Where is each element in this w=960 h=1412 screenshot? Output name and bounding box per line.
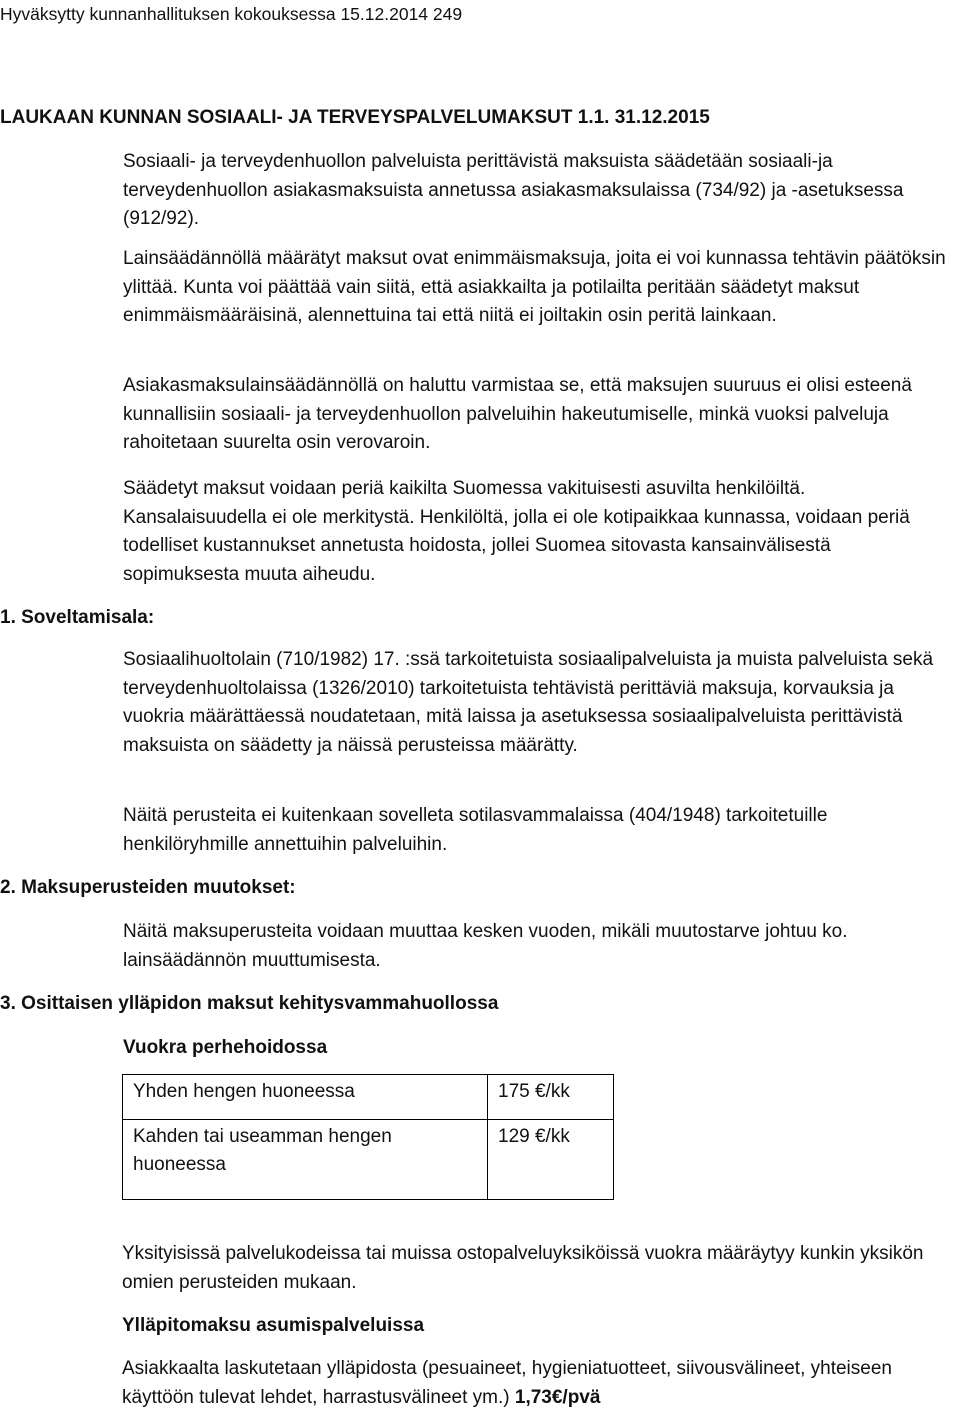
paragraph: Sosiaalihuoltolain (710/1982) 17. :ssä tarkoitetuista sosiaalipalveluista ja muista palveluista sekä terveydenhuoltolaissa (1326/2010) tarkoitetuista tehtävistä perittäviä maksuja, korvauksia ja vuokria määrättäessä noudatetaan, mitä laissa ja asetuksessa sosiaalipalveluista perittävistä maksuista on säädetty ja näissä perusteissa määrätty. — [123, 649, 934, 756]
paragraph: Näitä maksuperusteita voidaan muuttaa kesken vuoden, mikäli muutostarve johtuu ko. lainsäädännön muuttumisesta. — [123, 921, 848, 971]
approval-note: Hyväksytty kunnanhallituksen kokouksessa 15.12.2014 249 — [0, 4, 463, 24]
paragraph: Lainsäädännöllä määrätyt maksut ovat enimmäismaksuja, joita ei voi kunnassa tehtävin päätöksin ylittää. Kunta voi päättää vain siitä, että asiakkailta ja potilailta peritään säädetyt maksut enimmäismääräisinä, alennettuina tai että niitä ei joiltakin osin peritä lainkaan. — [123, 248, 946, 327]
paragraph: Sosiaali- ja terveydenhuollon palveluista perittävistä maksuista säädetään sosiaali-ja terveydenhuollon asiakasmaksuista annetussa asiakasmaksulaissa (734/92) ja -asetuksessa (912/92). — [123, 151, 904, 230]
paragraph: Säädetyt maksut voidaan periä kaikilta Suomessa vakituisesti asuvilta henkilöiltä. Kansalaisuudella ei ole merkitystä. Henkilöltä, jolla ei ole kotipaikkaa kunnassa, voidaan periä todelliset kustannukset annetusta hoidosta, jollei Suomea sitovasta kansainvälisestä sopimuksesta muuta aiheudu. — [123, 478, 910, 585]
rent-table — [122, 1074, 614, 1200]
price-cell: 129 €/kk — [488, 1120, 614, 1200]
maintenance-heading: Ylläpitomaksu asumispalveluissa — [122, 1315, 425, 1336]
paragraph: Näitä perusteita ei kuitenkaan sovelleta sotilasvammalaissa (404/1948) tarkoitetuille henkilöryhmille annettuihin palveluihin. — [123, 805, 828, 855]
rent-note: Yksityisissä palvelukodeissa tai muissa ostopalveluyksiköissä vuokra määräytyy kunkin yksikön omien perusteiden mukaan. — [122, 1243, 924, 1293]
maintenance-fee: 1,73€/pvä — [514, 1386, 601, 1408]
price-cell: 175 €/kk — [488, 1075, 614, 1120]
paragraph: Asiakasmaksulainsäädännöllä on haluttu varmistaa se, että maksujen suuruus ei olisi esteenä kunnallisiin sosiaali- ja terveydenhuollon palveluihin hakeutumiselle, minkä vuoksi palveluja rahoitetaan suurelta osin verovaroin. — [123, 375, 912, 454]
section-2-label: 2. Maksuperusteiden muutokset: — [0, 877, 296, 898]
room-cell: Yhden hengen huoneessa — [123, 1075, 488, 1120]
rent-heading: Vuokra perhehoidossa — [123, 1037, 328, 1058]
section-3-label: 3. Osittaisen ylläpidon maksut kehitysvammahuollossa — [0, 993, 499, 1014]
table-row — [123, 1120, 614, 1200]
document-title: LAUKAAN KUNNAN SOSIAALI- JA TERVEYSPALVELUMAKSUT 1.1. 31.12.2015 — [0, 107, 710, 128]
section-1-label: 1. Soveltamisala: — [0, 607, 155, 628]
maintenance-description: Asiakkaalta laskutetaan ylläpidosta (pesuaineet, hygieniatuotteet, siivousvälineet, yhteiseen käyttöön tulevat lehdet, harrastusvälineet ym.) — [122, 1358, 892, 1408]
maintenance-text — [122, 1355, 951, 1412]
table-row — [123, 1075, 614, 1120]
room-cell: Kahden tai useamman hengen huoneessa — [123, 1120, 488, 1200]
